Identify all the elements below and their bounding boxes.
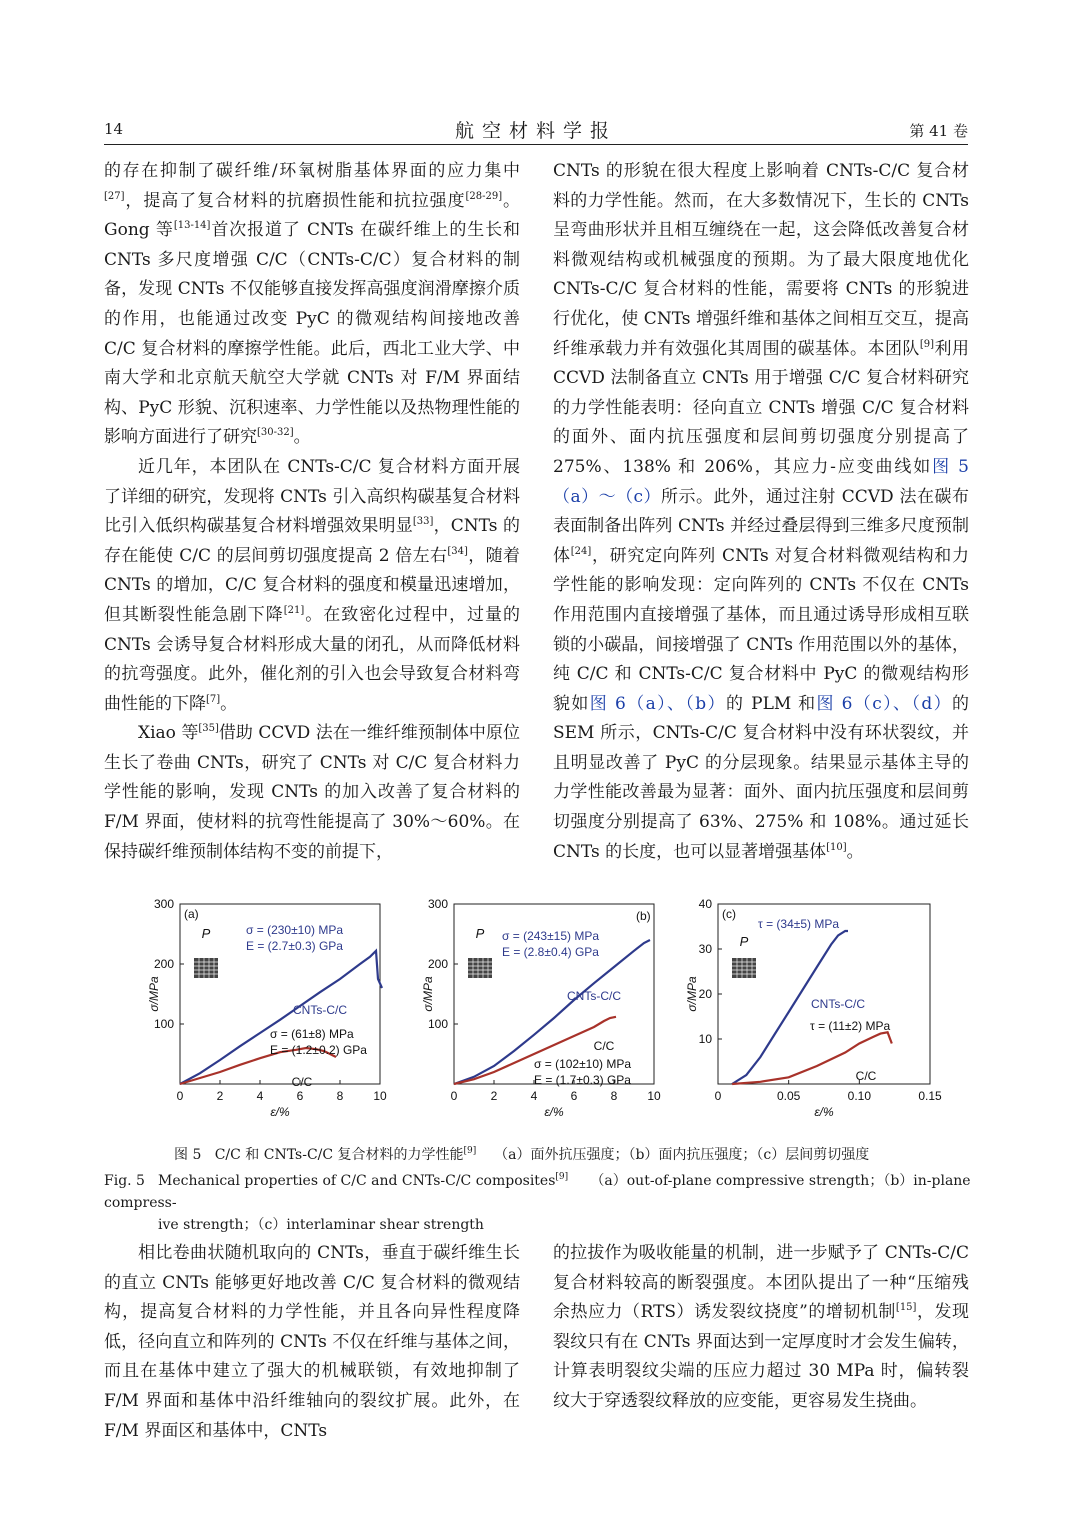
annotation-text: E = (1.7±0.3) GPa: [534, 1073, 631, 1087]
x-tick-label: 10: [373, 1089, 387, 1103]
citation[interactable]: [33]: [412, 516, 434, 528]
preform-label: P: [475, 926, 485, 941]
figure-link[interactable]: 图 5（a）～（c）: [553, 456, 969, 507]
citation[interactable]: [7]: [206, 693, 221, 705]
x-tick-label: 8: [610, 1089, 618, 1103]
citation[interactable]: [21]: [283, 604, 305, 616]
left-column-bottom: [104, 1239, 520, 1446]
preform-block: [468, 958, 492, 978]
y-tick-label: 10: [698, 1032, 712, 1046]
y-axis-label: σ/MPa: [421, 976, 435, 1012]
paragraph: Xiao 等[35]借助 CCVD 法在一维纤维预制体中原位生长了卷曲 CNTs，研究了 CNTs 对 C/C 复合材料力学性能的影响，发现 CNTs 的加入改善了复合材料的 F/M 界面，使材料的抗弯性能提高了 30%～60%。在保持碳纤维预制体结构不变的前提下，: [104, 723, 520, 862]
citation[interactable]: [35]: [198, 723, 219, 735]
right-column-bottom: [553, 1239, 969, 1417]
page-header: [104, 116, 968, 142]
annotation-text: τ = (11±2) MPa: [810, 1019, 891, 1033]
y-tick-label: 20: [698, 987, 712, 1001]
paragraph: 的存在抑制了碳纤维/环氧树脂基体界面的应力集中[27]，提高了复合材料的抗磨损性能和抗拉强度[28-29]。Gong 等[13-14]首次报道了 CNTs 在碳纤维上的生长和 CNTs 多尺度增强 C/C（CNTs-C/C）复合材料的制备，发现 CNTs 不仅能够直接发挥高强度润滑摩擦介质的作用，也能通过改变 PyC 的微观结构间接地改善 C/C 复合材料的摩擦学性能。此后，西北工业大学、中南大学和北京航天航空大学就 CNTs 对 F/M 界面结构、PyC 形貌、沉积速率、力学性能以及热物理性能的影响方面进行了研究[30-32]。: [104, 161, 521, 448]
annotation-text: E = (2.7±0.3) GPa: [246, 939, 343, 953]
left-column: [104, 157, 520, 867]
citation[interactable]: [15]: [895, 1302, 917, 1314]
panel-label: (a): [184, 907, 199, 921]
x-axis-label: ε/%: [270, 1105, 290, 1119]
paragraph: CNTs 的形貌在很大程度上影响着 CNTs-C/C 复合材料的力学性能。然而，在大多数情况下，生长的 CNTs 呈弯曲形状并且相互缠绕在一起，这会降低改善复合材料微观结构或机械强度的预期。为了最大限度地优化 CNTs-C/C 复合材料的性能，需要将 CNTs 的形貌进行优化，使 CNTs 增强纤维和基体之间相互交互，提高纤维承载力并有效强化其周围的碳基体。本团队[9]利用 CCVD 法制备直立 CNTs 用于增强 C/C 复合材料研究的力学性能表明：径向直立 CNTs 增强 C/C 复合材料的面外、面内抗压强度和层间剪切强度分别提高了 275%、138% 和 206%，其应力-应变曲线如图 5（a）～（c）所示。此外，通过注射 CCVD 法在碳布表面制备出阵列 CNTs 并经过叠层得到三维多尺度预制体[24]，研究定向阵列 CNTs 对复合材料微观结构和力学性能的影响发现：定向阵列的 CNTs 不仅在 CNTs 作用范围内直接增强了基体，而且通过诱导形成相互联锁的小碳晶，间接增强了 CNTs 作用范围以外的基体，纯 C/C 和 CNTs-C/C 复合材料中 PyC 的微观结构形貌如图 6（a）、（b）的 PLM 和图 6（c）、（d）的 SEM 所示，CNTs-C/C 复合材料中没有环状裂纹，并且明显改善了 PyC 的分层现象。结果显示基体主导的力学性能改善最为显著：面外、面内抗压强度和层间剪切强度分别提高了 63%、275% 和 108%。通过延长 CNTs 的长度，也可以显著增强基体[10]。: [553, 161, 970, 862]
annotation-text: σ = (61±8) MPa: [270, 1027, 354, 1041]
citation[interactable]: [10]: [826, 841, 847, 853]
y-tick-label: 200: [427, 957, 448, 971]
y-tick-label: 300: [427, 897, 448, 911]
figure-5-charts: [148, 894, 948, 1126]
series-label: C/C: [855, 1069, 877, 1083]
citation[interactable]: [24]: [570, 545, 592, 557]
preform-schematic: [732, 958, 756, 978]
y-tick-label: 40: [698, 897, 712, 911]
y-tick-label: 100: [153, 1017, 174, 1031]
x-tick-label: 4: [530, 1089, 538, 1103]
preform-schematic: [194, 958, 218, 978]
plot-frame: [718, 904, 930, 1084]
series-label: C/C: [291, 1075, 313, 1089]
preform-block: [194, 958, 218, 978]
panel-label: (b): [636, 909, 651, 923]
y-tick-label: 100: [427, 1017, 448, 1031]
x-tick-label: 0.05: [776, 1089, 801, 1103]
series-label: CNTs-C/C: [293, 1003, 347, 1017]
page-number: 14: [104, 120, 124, 138]
header-rule: [104, 144, 968, 145]
annotation-text: σ = (102±10) MPa: [534, 1057, 632, 1071]
y-axis-label: σ/MPa: [148, 976, 161, 1012]
figure-link[interactable]: 图 6（c）、（d）: [816, 693, 953, 714]
x-tick-label: 0.15: [918, 1089, 942, 1103]
preform-label: P: [201, 926, 211, 941]
right-column: [553, 157, 969, 867]
preform-block: [732, 958, 756, 978]
x-tick-label: 10: [647, 1089, 661, 1103]
figure-caption-zh: 图 5 C/C 和 CNTs-C/C 复合材料的力学性能[9] （a）面外抗压强度；（b）面内抗压强度；（c）层间剪切强度: [174, 1146, 870, 1163]
x-tick-label: 8: [336, 1089, 344, 1103]
annotation-text: τ = (34±5) MPa: [758, 917, 840, 931]
volume-number: 第 41 卷: [909, 122, 968, 140]
y-tick-label: 30: [698, 942, 712, 956]
preform-schematic: [468, 958, 492, 978]
citation[interactable]: [28-29]: [465, 190, 503, 202]
x-tick-label: 0: [176, 1089, 184, 1103]
annotation-text: σ = (243±15) MPa: [502, 929, 600, 943]
figure-caption-en: Fig. 5 Mechanical properties of C/C and CNTs-C/C composites[9] （a）out-of-plane compressive strength；（b）in-plane compress- ive strength；（c）interlaminar shear strength: [104, 1172, 971, 1233]
citation[interactable]: [9]: [919, 338, 935, 350]
x-axis-label: ε/%: [814, 1105, 834, 1119]
x-tick-label: 2: [216, 1089, 224, 1103]
panel-label: (c): [722, 907, 736, 921]
x-tick-label: 4: [256, 1089, 264, 1103]
y-axis-label: σ/MPa: [685, 976, 699, 1012]
series-label: C/C: [593, 1039, 615, 1053]
journal-name: 航空材料学报: [454, 120, 617, 142]
paragraph: 近几年，本团队在 CNTs-C/C 复合材料方面开展了详细的研究，发现将 CNTs 引入高织构碳基复合材料比引入低织构碳基复合材料增强效果明显[33]，CNTs 的存在能使 C/C 的层间剪切强度提高 2 倍左右[34]，随着 CNTs 的增加，C/C 复合材料的强度和模量迅速增加，但其断裂性能急剧下降[21]。在致密化过程中，过量的 CNTs 会诱导复合材料形成大量的闭孔，从而降低材料的抗弯强度。此外，催化剂的引入也会导致复合材料弯曲性能的下降[7]。: [104, 456, 521, 714]
x-tick-label: 0: [450, 1089, 458, 1103]
x-tick-label: 6: [296, 1089, 304, 1103]
x-tick-label: 6: [570, 1089, 578, 1103]
citation[interactable]: [30-32]: [257, 427, 294, 439]
preform-label: P: [739, 934, 749, 949]
x-tick-label: 0.10: [847, 1089, 872, 1103]
citation[interactable]: [34]: [447, 545, 468, 557]
citation[interactable]: [13-14]: [173, 220, 211, 232]
figure-5: [148, 894, 948, 1126]
y-tick-label: 200: [153, 957, 174, 971]
x-axis-label: ε/%: [544, 1105, 564, 1119]
citation[interactable]: [27]: [104, 190, 125, 202]
paragraph: 相比卷曲状随机取向的 CNTs，垂直于碳纤维生长的直立 CNTs 能够更好地改善 C/C 复合材料的微观结构，提高复合材料的力学性能，并且各向异性程度降低，径向直立和阵列的 CNTs 不仅在纤维与基体之间，而且在基体中建立了强大的机械联锁，有效地抑制了 F/M 界面和基体中沿纤维轴向的裂纹扩展。此外，在 F/M 界面区和基体中，CNTs: [104, 1243, 520, 1441]
x-tick-label: 0: [714, 1089, 722, 1103]
paragraph: 的拉拔作为吸收能量的机制，进一步赋予了 CNTs-C/C 复合材料较高的断裂强度。本团队提出了一种“压缩残余热应力（RTS）诱发裂纹挠度”的增韧机制[15]，发现裂纹只有在 CNTs 界面达到一定厚度时才会发生偏转，计算表明裂纹尖端的压应力超过 30 MPa 时，偏转裂纹大于穿透裂纹释放的应变能，更容易发生挠曲。: [553, 1243, 969, 1411]
annotation-text: σ = (230±10) MPa: [246, 923, 344, 937]
y-tick-label: 300: [153, 897, 174, 911]
annotation-text: E = (1.2±0.2) GPa: [270, 1043, 367, 1057]
series-label: CNTs-C/C: [567, 989, 621, 1003]
x-tick-label: 2: [490, 1089, 498, 1103]
figure-link[interactable]: 图 6（a）、（b）: [589, 693, 726, 714]
series-label: CNTs-C/C: [811, 997, 865, 1011]
annotation-text: E = (2.8±0.4) GPa: [502, 945, 599, 959]
